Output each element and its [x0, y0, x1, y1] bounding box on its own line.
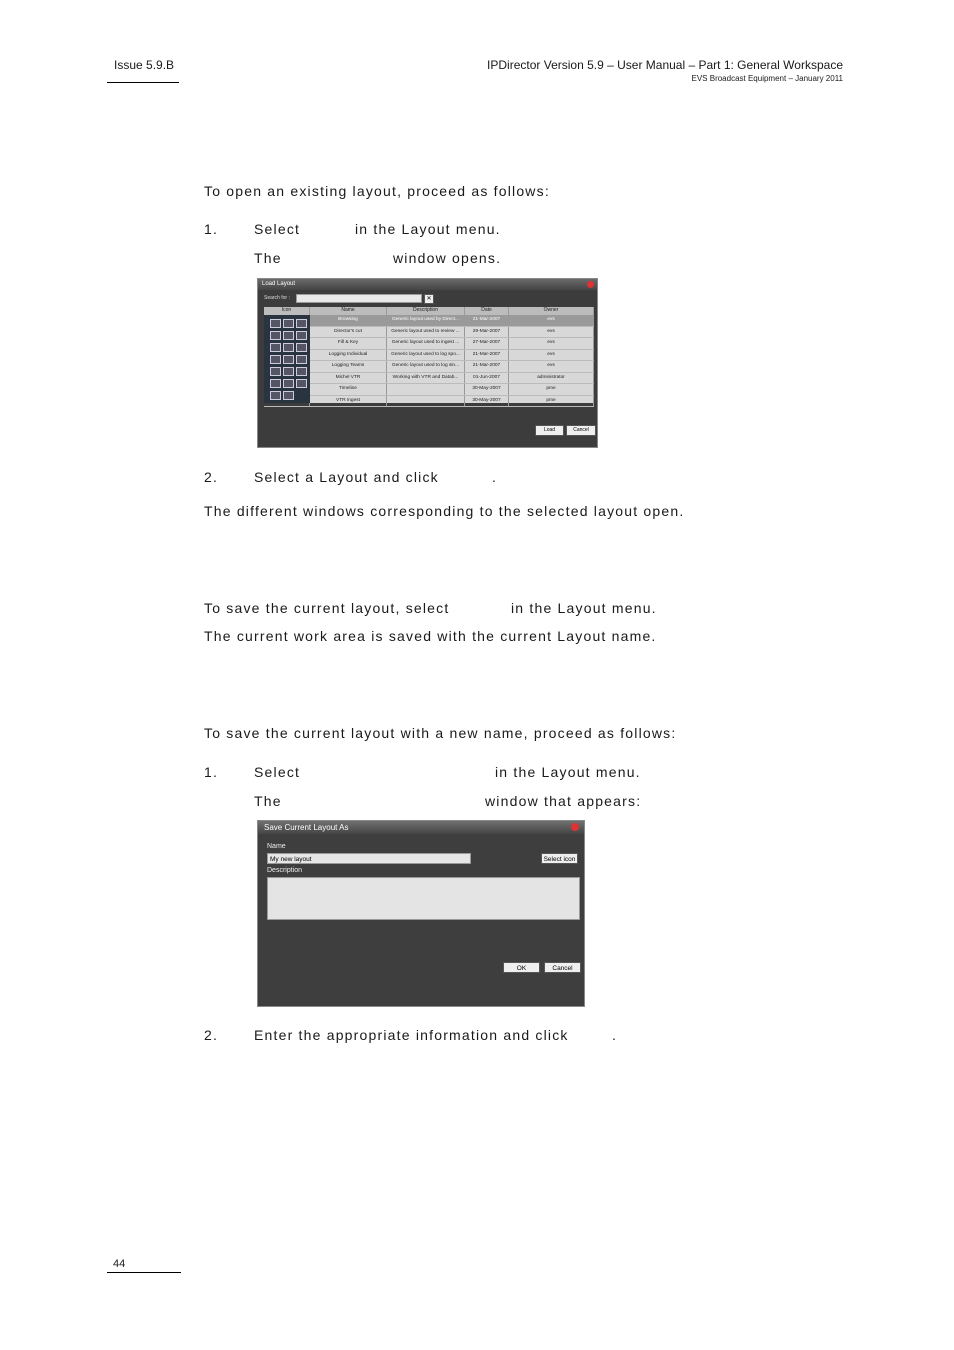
- layout-thumbnail-icon: [270, 331, 281, 340]
- row-owner: evs: [509, 338, 594, 349]
- layout-thumbnail-icon: [283, 331, 294, 340]
- row-name: Browsing: [310, 315, 387, 326]
- layout-thumbnail-icon: [296, 379, 307, 388]
- name-label: Name: [267, 843, 286, 850]
- layout-thumbnail-icon: [296, 343, 307, 352]
- layout-thumbnail-icon: [283, 391, 294, 400]
- layout-thumbnail-icon: [270, 379, 281, 388]
- open-step1b-the: The: [254, 250, 282, 266]
- layout-thumbnail-icon: [296, 331, 307, 340]
- ok-button[interactable]: OK: [503, 962, 540, 973]
- open-step2-end: .: [492, 469, 498, 485]
- table-header: [264, 307, 594, 315]
- page-number: 44: [113, 1258, 126, 1270]
- row-name: Logging Teams: [310, 361, 387, 372]
- row-date: 01-Jun-2007: [465, 373, 509, 384]
- row-date: 27-Mar-2007: [465, 338, 509, 349]
- save-line2: The current work area is saved with the current Layout name.: [204, 628, 657, 644]
- table-row[interactable]: [264, 361, 594, 373]
- layout-thumbnail-icon: [283, 355, 294, 364]
- search-input[interactable]: [296, 294, 422, 303]
- save-as-step1b-rest: window that appears:: [485, 793, 642, 809]
- document-title: IPDirector Version 5.9 – User Manual – Part 1: General Workspace: [487, 58, 843, 72]
- open-intro: To open an existing layout, proceed as follows:: [204, 183, 550, 199]
- description-label: Description: [267, 867, 303, 874]
- layout-thumbnail-icon: [283, 367, 294, 376]
- search-label: Search for :: [264, 295, 290, 301]
- layout-thumbnail-icon: [270, 343, 281, 352]
- layout-icons-column: [264, 315, 310, 403]
- layout-thumbnail-icon: [270, 355, 281, 364]
- table-row[interactable]: [264, 396, 594, 408]
- save-as-step2-end: .: [612, 1027, 618, 1043]
- table-row[interactable]: [264, 327, 594, 339]
- cancel-button[interactable]: Cancel: [566, 425, 596, 436]
- open-step2-text: Select a Layout and click: [254, 469, 439, 485]
- table-row[interactable]: [264, 315, 594, 327]
- layout-thumbnail-icon: [283, 379, 294, 388]
- row-owner: administrator: [509, 373, 594, 384]
- row-owner: evs: [509, 350, 594, 361]
- cancel-button[interactable]: Cancel: [544, 962, 581, 973]
- table-row[interactable]: [264, 350, 594, 362]
- save-as-intro: To save the current layout with a new name, proceed as follows:: [204, 725, 677, 741]
- close-icon[interactable]: [571, 823, 579, 831]
- row-date: 21-Mar-2007: [465, 350, 509, 361]
- row-description: Generic layout used to ingest ...: [387, 338, 465, 349]
- row-description: Working with VTR and Datab...: [387, 373, 465, 384]
- row-date: 29-Mar-2007: [465, 327, 509, 338]
- column-header[interactable]: Name: [310, 307, 387, 315]
- layout-table: [264, 307, 594, 403]
- row-name: Timeline: [310, 384, 387, 395]
- column-header[interactable]: Description: [387, 307, 465, 315]
- load-window-title: Load Layout: [258, 279, 597, 290]
- save-as-step1-select: Select: [254, 764, 301, 780]
- row-name: Michel VTR: [310, 373, 387, 384]
- row-owner: evs: [509, 327, 594, 338]
- layout-name-input[interactable]: My new layout: [267, 853, 471, 864]
- row-date: 30-May-2007: [465, 396, 509, 407]
- layout-thumbnail-icon: [283, 343, 294, 352]
- save-as-step1-number: 1.: [204, 764, 219, 780]
- row-name: Fill & Key: [310, 338, 387, 349]
- select-icon-button[interactable]: Select icon: [541, 853, 578, 864]
- row-name: Director's cut: [310, 327, 387, 338]
- open-step1-select: Select: [254, 221, 301, 237]
- open-step1b-rest: window opens.: [393, 250, 502, 266]
- column-header[interactable]: Icon: [264, 307, 310, 315]
- row-description: Generic layout used to log sin...: [387, 361, 465, 372]
- row-owner: evs: [509, 315, 594, 326]
- layout-thumbnail-icon: [296, 319, 307, 328]
- row-name: Logging Individual: [310, 350, 387, 361]
- table-row[interactable]: [264, 384, 594, 396]
- table-row[interactable]: [264, 338, 594, 350]
- row-owner: pme: [509, 396, 594, 407]
- save-line1-b: in the Layout menu.: [511, 600, 657, 616]
- row-date: 21-Mar-2007: [465, 361, 509, 372]
- save-as-step2-number: 2.: [204, 1027, 219, 1043]
- row-description: Generic layout used by Direct...: [387, 315, 465, 326]
- open-result: The different windows corresponding to the selected layout open.: [204, 503, 685, 519]
- row-owner: pme: [509, 384, 594, 395]
- save-as-step1b-the: The: [254, 793, 282, 809]
- open-step2-number: 2.: [204, 469, 219, 485]
- layout-thumbnail-icon: [270, 319, 281, 328]
- save-as-step1-rest: in the Layout menu.: [495, 764, 641, 780]
- clear-search-icon[interactable]: ✕: [424, 294, 434, 304]
- layout-thumbnail-icon: [270, 367, 281, 376]
- header-rule: [107, 82, 179, 83]
- issue-label: Issue 5.9.B: [114, 58, 175, 72]
- load-button[interactable]: Load: [535, 425, 564, 436]
- layout-thumbnail-icon: [270, 391, 281, 400]
- footer-rule: [107, 1272, 181, 1273]
- open-step1-number: 1.: [204, 221, 219, 237]
- row-description: [387, 384, 465, 395]
- save-window-title: Save Current Layout As: [258, 821, 584, 834]
- row-description: [387, 396, 465, 407]
- open-step1-rest: in the Layout menu.: [355, 221, 501, 237]
- layout-thumbnail-icon: [296, 355, 307, 364]
- document-subtitle: EVS Broadcast Equipment – January 2011: [691, 74, 843, 83]
- save-line1-a: To save the current layout, select: [204, 600, 450, 616]
- row-date: 30-May-2007: [465, 384, 509, 395]
- layout-thumbnail-icon: [283, 319, 294, 328]
- row-owner: evs: [509, 361, 594, 372]
- layout-thumbnail-icon: [296, 367, 307, 376]
- column-header[interactable]: Owner: [509, 307, 594, 315]
- description-textarea[interactable]: [267, 877, 580, 920]
- save-layout-window: [257, 820, 585, 1007]
- row-name: VTR Ingest: [310, 396, 387, 407]
- load-layout-window: [257, 278, 598, 448]
- table-row[interactable]: [264, 373, 594, 385]
- row-date: 21-Mar-2007: [465, 315, 509, 326]
- close-icon[interactable]: [587, 281, 594, 288]
- row-description: Generic layout used to log spo...: [387, 350, 465, 361]
- column-header[interactable]: Date: [465, 307, 509, 315]
- save-as-step2-text: Enter the appropriate information and click: [254, 1027, 569, 1043]
- row-description: Generic layout used to review ...: [387, 327, 465, 338]
